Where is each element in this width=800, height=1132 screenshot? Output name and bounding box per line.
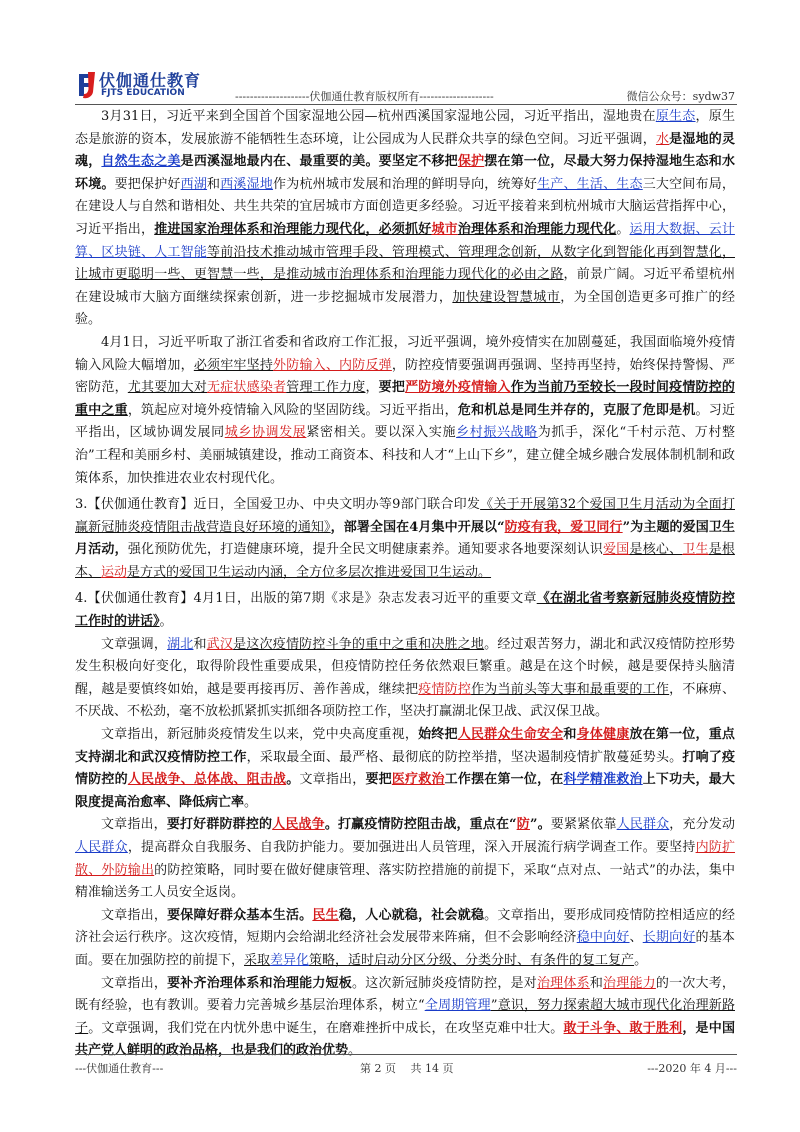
text-run: 无症状感染者 (207, 380, 287, 396)
paragraph (75, 332, 735, 490)
text-run: 作为杭州城市发展和治理的鲜明导向，统筹好 (273, 176, 538, 192)
text-run: 。 (159, 614, 173, 630)
text-run: 全周期管理 (424, 998, 491, 1014)
text-run: ，筑起应对境外疫情输入风险的坚固防线。习近平指出， (127, 402, 458, 418)
footer-date: ---2020 年 4 月--- (647, 1062, 737, 1075)
text-run: 治理体系和治理能力现代化 (457, 221, 617, 237)
text-run: 稳，人心就稳，社会就稳 (338, 907, 485, 923)
text-run: 治理能力 (603, 975, 656, 991)
text-run: 要保障好群众基本生活。 (167, 907, 313, 923)
text-run: 为抓手，深化“千村示范、万村整治”工程和美丽乡村、美丽城镇建设，推动工商资本、科技和人才“上山下乡”，建立健全城乡融合发展体制机制和政策体系，加快推进农业农村现代化。 (75, 425, 735, 486)
text-run: ，前景广阔。习近平希望杭州在建设城市大脑方面继续探索创新，进一步挖掘城市发展潜力， (75, 267, 735, 305)
text-run: 城市 (431, 221, 458, 237)
text-run: 管理工作力度 (286, 380, 366, 396)
text-run: ”意识，努力探索超大城市现代化治理新路子 (75, 998, 735, 1036)
paragraph (75, 634, 735, 724)
paragraph (75, 973, 735, 1063)
text-run: 科学精准救治 (563, 772, 643, 788)
text-run: 外防输入、内防反弹 (273, 357, 392, 373)
text-run: 。 (286, 772, 300, 788)
text-run: ，采取最全面、最严格、最彻底的防控举措，坚决遏制疫情扩散蔓延势头。 (246, 749, 683, 765)
header-divider (75, 104, 737, 105)
text-run: 人民群众 (75, 840, 128, 855)
text-run: 。 (348, 1043, 362, 1059)
text-run: 卫生 (682, 542, 709, 558)
text-run: 人民群众生命安全 (457, 727, 564, 743)
text-run: 文章指出， (101, 817, 167, 833)
brand-logo (75, 68, 215, 102)
text-run: 三大空间布局，在建设人与自然和谐相处、共生共荣的宜居城市方面创造更多经验。习近平接着来到杭州城市大脑运营指挥中心，习近平指出， (75, 176, 735, 237)
text-run: 作为当前头等大事和最重要的工作 (471, 681, 670, 697)
text-run: 自然生态之美 (101, 154, 181, 170)
text-run: ，是中国共产党人鲜明的政治品格，也是我们的政治优势 (75, 1020, 735, 1059)
text-run: 加快建设智慧城市 (452, 289, 561, 305)
text-run: 是根本、 (75, 542, 735, 580)
text-run: 强化预防优先，打造健康环境，提升全民文明健康素养。通知要求各地要深刻认识 (127, 542, 604, 558)
text-run: 上下功夫，最大限度提高治愈率、降低病亡率 (75, 772, 735, 810)
text-run: 严防境外疫情输入 (405, 380, 511, 396)
text-run: 是核心、 (629, 542, 683, 558)
text-run: 的一次大考，既有经验，也有教训。要着力完善城乡基层治理体系，树立“ (75, 975, 735, 1014)
paragraph (75, 106, 735, 332)
text-run: 危和机总是同生并存的，克服了危即是机 (457, 402, 696, 418)
brand-logo-icon (75, 70, 97, 100)
text-run: 和 (193, 636, 207, 652)
text-run: 要把 (365, 772, 392, 788)
text-run: 身体健康 (576, 727, 630, 743)
text-run: 采取 (244, 952, 271, 968)
text-run: 大数据、云计算、区块链、人工智能 (75, 221, 735, 260)
text-run: 。打赢疫情防控阻击战，重点在“ (324, 817, 517, 833)
text-run: 4月1日，习近平听取了浙江省委和省政府工作汇报，习近平强调，境外疫情实在加剧蔓延，我国面临境外疫情输入风险大幅增加， (75, 334, 735, 373)
text-run: 是湿地的灵魂， (75, 131, 735, 170)
text-run: 防疫有我，爱卫同行 (504, 519, 623, 535)
text-run: 。经过艰苦努力，湖北和武汉疫情防控形势发生积极向好变化，取得阶段性重要成果，但疫情防控任务依然艰巨繁重。越是在这个时候，越是要保持头脑清醒，越是要慎终如始，越是要再接再厉、善作善成，继续把 (75, 636, 735, 697)
text-run: ，充分发动 (669, 817, 735, 833)
text-run: 推进国家治理体系和治理能力现代化，必须抓好 (154, 221, 432, 237)
text-run: 爱国 (603, 542, 630, 558)
text-run: 是西溪湿地最内在、最重要的美。要坚定不移把 (180, 154, 458, 170)
text-run: 、 (629, 930, 643, 946)
text-run: 策略，适时启动分区分级、分类分时、有条件的复工复产 (309, 952, 635, 968)
text-run: 内防扩散、外防输出 (75, 840, 735, 878)
text-run: 的基本面。要在加强防控的前提下， (75, 930, 735, 968)
text-run: 医疗救治 (391, 772, 445, 788)
text-run: 要补齐治理体系和治理能力短板 (167, 975, 353, 991)
text-run: 等前沿技术推动城市管理手段、管理模式、管理理念创新，从数字化到智能化再到智慧化，让城市更聪明一些、更智慧一些，是推动城市治理体系和治理能力现代化的必由之路 (75, 244, 735, 283)
text-run: 生产、生活、生态 (537, 176, 643, 192)
paragraph (75, 494, 735, 584)
text-run: ”为主题的爱国卫生月活动， (75, 519, 735, 558)
text-run: 始终把 (418, 727, 458, 743)
text-run: 《在湖北省考察新冠肺炎疫情防控工作时的讲话》 (75, 591, 735, 630)
wechat-account: 微信公众号：sydw37 (626, 90, 735, 103)
text-run: 武汉 (206, 636, 234, 652)
text-run: 。这次新冠肺炎疫情防控，是对 (352, 975, 537, 991)
text-run: 湖北 (167, 636, 194, 652)
text-run: 运用 (629, 221, 656, 237)
text-run: 差异化 (270, 952, 310, 968)
paragraph (75, 724, 735, 814)
text-run: 和 (207, 176, 221, 192)
text-run: ，部署全国在4月集中开展以“ (330, 519, 505, 535)
text-run: 防 (516, 817, 530, 833)
text-run: 3月31日，习近平来到全国首个国家湿地公园—杭州西溪国家湿地公园，习近平指出，湿地贵在 (101, 109, 656, 124)
text-run: ”。 (529, 817, 551, 833)
text-run: ，原生态是旅游的资本，发展旅游不能牺牲生态环境，让公园成为人民群众共享的绿色空间。习近平强调， (75, 109, 735, 147)
text-run: ， (365, 380, 379, 396)
paragraph (75, 814, 735, 904)
text-run: 要紧紧依靠 (550, 817, 617, 833)
text-run: 《关于开展第32个爱国卫生月活动为全面打赢新冠肺炎疫情阻击战营造良好环境的通知》 (75, 497, 735, 535)
text-run: 和 (563, 727, 577, 743)
text-run: 。 (634, 952, 648, 968)
text-run: 要打好群防群控的 (166, 817, 273, 833)
text-run: ，防控疫情要强调再强调、坚持再坚持，始终保持警惕、严密防范， (75, 357, 735, 396)
text-run: 摆在第一位，尽最大努力保持湿地生态和水环境。 (75, 154, 735, 192)
text-run: 疫情防控 (418, 681, 472, 697)
text-run: 水 (655, 131, 670, 147)
text-run: ，不麻痹、不厌战、不松劲，毫不放松抓紧抓实抓细各项防控工作，坚决打赢湖北保卫战、武汉保卫战。 (75, 681, 735, 720)
text-run: 文章指出，新冠肺炎疫情发生以来，党中央高度重视， (101, 727, 419, 743)
brand-name-cn: 伏伽通仕教育 (99, 71, 202, 90)
text-run: 原生态 (655, 109, 696, 124)
text-run: 保护 (457, 154, 485, 170)
text-run: 城乡协调发展 (224, 425, 307, 441)
text-run: 文章指出， (101, 907, 168, 923)
text-run: 治理体系 (536, 975, 590, 991)
paragraph (75, 588, 735, 633)
text-run: 紧密相关。要以深入实施 (306, 425, 457, 441)
text-run: 文章强调， (101, 636, 168, 652)
text-run: 人民群众 (616, 817, 670, 833)
text-run: 敢于斗争、敢于胜利 (563, 1020, 683, 1036)
text-run: 稳中向好 (576, 930, 630, 946)
document-body (75, 106, 735, 1063)
text-run: 。文章指出，要形成同疫情防控相适应的经济社会运行秩序。这次疫情，短期内会给湖北经济社会发展带来阵痛，但不会影响经济 (75, 907, 735, 946)
text-run: 要把 (378, 380, 406, 396)
text-run: 。文章强调，我们党在内忧外患中诞生，在磨难挫折中成长，在攻坚克难中壮大。 (88, 1020, 564, 1036)
text-run: ，提高群众自我服务、自我防护能力。要加强进出人员管理，深入开展流行病学调查工作。要坚持 (127, 840, 696, 855)
text-run: 工作摆在第一位，在 (444, 772, 564, 788)
text-run: 。 (244, 794, 258, 810)
text-run: 文章指出， (299, 772, 366, 788)
text-run: 作为当前乃至较长一段时间疫情防控的重中之重 (75, 380, 735, 418)
paragraph (75, 905, 735, 973)
text-run: 是方式的爱国卫生运动内涵，全方位多层次推进爱国卫生运动。 (127, 564, 492, 580)
footer-brand: ---伏伽通仕教育--- (75, 1062, 164, 1075)
text-run: 西溪湿地 (220, 176, 274, 192)
text-run: 3.【伏伽通仕教育】近日，全国爱卫办、中央文明办等9部门联合印发 (75, 497, 481, 513)
brand-name-en: FJTS EDUCATION (101, 88, 185, 98)
footer-divider (75, 1054, 737, 1055)
text-run: 4.【伏伽通仕教育】4月1日，出版的第7期《求是》杂志发表习近平的重要文章 (75, 591, 537, 607)
text-run: 人民战争、总体战、阻击战 (127, 772, 287, 788)
text-run: 尤其要加大对 (127, 380, 208, 396)
text-run: 和 (589, 975, 604, 991)
copyright-notice: --------------------伏伽通仕教育版权所有-------------------- (235, 90, 494, 103)
text-run: 乡村振兴战略 (456, 425, 538, 441)
text-run: 放在第一位，重点支持湖北和武汉疫情防控工作 (75, 727, 735, 765)
text-run: ，为全国创造更多可推广的经验。 (75, 289, 735, 328)
text-run: 文章指出， (101, 975, 168, 991)
page-header (75, 68, 735, 104)
text-run: 西湖 (180, 176, 208, 192)
text-run: 是这次疫情防控斗争的重中之重和决胜之地 (233, 636, 485, 652)
text-run: 要把保护好 (114, 176, 181, 192)
text-run: 民生 (312, 907, 339, 923)
text-run: 人民战争 (272, 817, 325, 833)
page-number: 第 2 页 共 14 页 (360, 1062, 454, 1075)
text-run: 运动 (101, 564, 128, 580)
text-run: 。 (616, 221, 630, 237)
text-run: 打响了疫情防控的 (75, 749, 735, 788)
text-run: 必须牢牢坚持 (193, 357, 274, 373)
text-run: 长期向好 (642, 930, 696, 946)
text-run: 的防控策略，同时要在做好健康管理、落实防控措施的前提下，采取“点对点、一站式”的办法，集中精准输送务工人员安全返岗。 (75, 862, 735, 901)
text-run: 。习近平指出，区域协调发展同 (75, 402, 735, 441)
